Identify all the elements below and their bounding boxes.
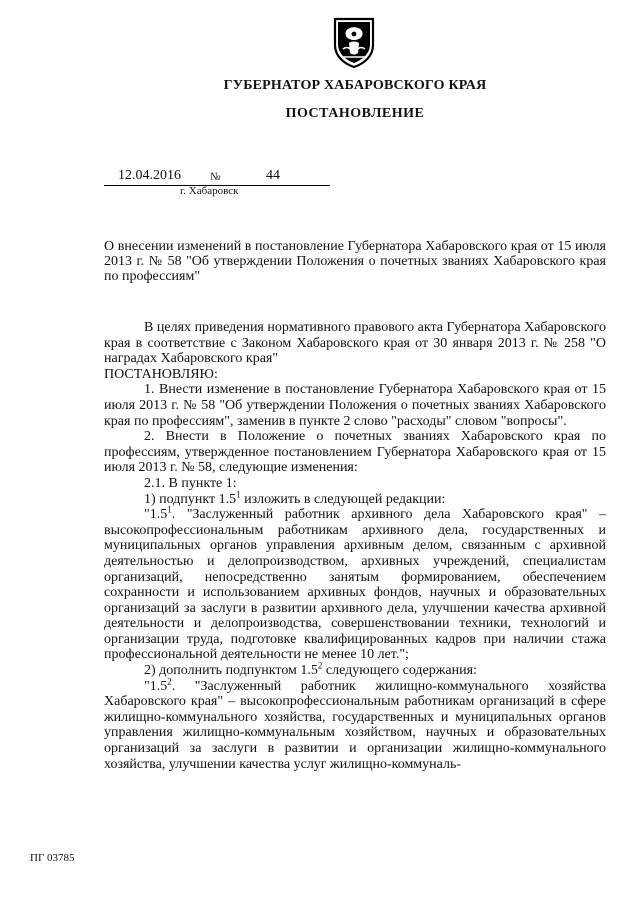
document-number: 44 [266, 168, 280, 183]
subclause-2 [104, 660, 606, 679]
registration-line [104, 167, 330, 186]
subclause-1-text-a: 1) подпункт 1.5 [144, 491, 237, 507]
item-1-5-2 [104, 676, 606, 773]
subclause-1-sup: 1 [236, 488, 241, 499]
resolve-heading: ПОСТАНОВЛЯЮ: [104, 366, 218, 382]
document-title: О внесении изменений в постановление Губернатора Хабаровского края от 15 июля 2013 г. № 58 "Об утверждении Положения о почетных званиях Хабаровского края по профессиям" [104, 239, 606, 284]
item-1-5-2-sup: 2 [167, 676, 172, 686]
item-1-5-1-text-b: . "Заслуженный работник архивного дела Хабаровского края" – высокопрофессиональным работникам архивного дела, государственных и муниципальных органов управления архивным делом, связанным с архивной деятельностью и делопроизводством, архивных учреждений, специалистам организаций, непосредственно занятым формированием, обеспечением сохранности и использованием архивных фондов, научных и образовательных организаций за заслуги в развитии архивного дела, улучшении качества архивной деятельности и делопроизводства, совершенствовании техники, технологий и организации труда, подготовке квалифицированных кадров при наличии стажа профессиональной деятельности не менее 10 лет."; [104, 507, 606, 663]
document-type-heading: ПОСТАНОВЛЕНИЕ [285, 106, 425, 121]
item-1-5-2-text-b: . "Заслуженный работник жилищно-коммунального хозяйства Хабаровского края" – высокопрофессиональным работникам организаций в сфере жилищно-коммунального хозяйства, государственных и муниципальных органов управления жилищно-коммунальным хозяйством, научных и образовательных организаций за заслуги в развитии и организации жилищно-коммунального хозяйства, улучшении качества услуг жилищно-коммуналь- [104, 678, 606, 772]
clause-1: 1. Внести изменение в постановление Губернатора Хабаровского края от 15 июля 2013 г. № 58 "Об утверждении Положения о почетных званиях Хабаровского края по профессиям", заменив в пункте 2 слово "расходы" словом "вопросы". [104, 382, 606, 429]
item-1-5-1 [104, 504, 606, 663]
item-1-5-1-sup: 1 [167, 504, 172, 515]
form-code: ПГ 03785 [30, 852, 75, 864]
clause-2-1: 2.1. В пункте 1: [144, 475, 237, 491]
authority-heading: ГУБЕРНАТОР ХАБАРОВСКОГО КРАЯ [223, 78, 487, 93]
document-date: 12.04.2016 [118, 168, 181, 183]
subclause-1-text-b: изложить в следующей редакции: [240, 491, 446, 507]
subclause-2-text-b: следующего содержания: [322, 663, 477, 679]
coat-of-arms-icon [331, 15, 377, 69]
preamble-paragraph: В целях приведения нормативного правового акта Губернатора Хабаровского края в соответствие с Законом Хабаровского края от 30 января 2013 г. № 258 "О наградах Хабаровского края" [104, 320, 606, 367]
document-body [104, 320, 606, 772]
issue-city: г. Хабаровск [180, 185, 239, 197]
item-1-5-2-text-a: "1.5 [144, 678, 168, 694]
subclause-2-sup: 2 [317, 660, 323, 671]
number-sign: № [210, 171, 221, 183]
clause-2: 2. Внести в Положение о почетных званиях Хабаровского края по профессиям, утвержденное постановлением Губернатора Хабаровского края от 15 июля 2013 г. № 58, следующие изменения: [104, 429, 606, 476]
subclause-1 [104, 488, 606, 508]
subclause-2-text-a: 2) дополнить подпунктом 1.5 [144, 663, 318, 679]
item-1-5-1-text-a: "1.5 [144, 507, 168, 523]
